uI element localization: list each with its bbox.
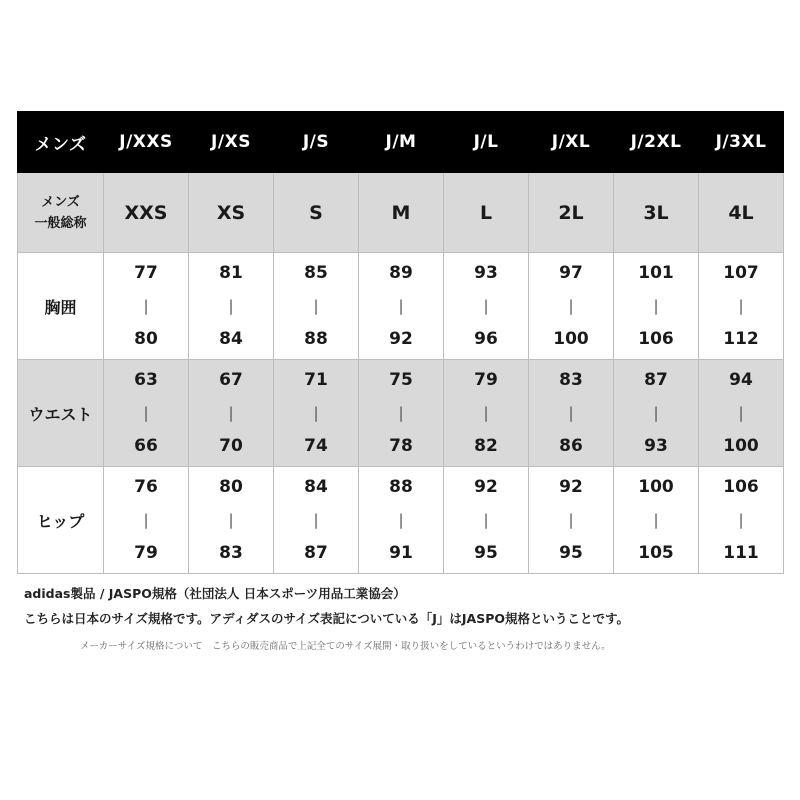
range-min: 101 — [638, 262, 674, 283]
measurement-cell — [699, 360, 784, 467]
range-min: 94 — [729, 369, 753, 390]
measurement-cell — [189, 253, 274, 360]
measurement-cell — [359, 253, 444, 360]
range-separator: | — [568, 403, 574, 422]
measurement-cell — [189, 360, 274, 467]
range-stack — [189, 471, 273, 570]
general-label-line1: メンズ — [41, 194, 80, 210]
range-max: 87 — [304, 542, 328, 563]
range-max: 84 — [219, 328, 243, 349]
measurement-cell — [104, 253, 189, 360]
range-max: 91 — [389, 542, 413, 563]
range-stack — [699, 364, 783, 463]
range-min: 97 — [559, 262, 583, 283]
range-stack — [444, 257, 528, 356]
header-row — [18, 112, 784, 173]
measurement-cell — [614, 253, 699, 360]
range-min: 84 — [304, 476, 328, 497]
range-separator: | — [483, 296, 489, 315]
header-label: メンズ — [18, 112, 104, 173]
range-max: 111 — [723, 542, 759, 563]
range-separator: | — [398, 510, 404, 529]
range-min: 80 — [219, 476, 243, 497]
range-separator: | — [313, 403, 319, 422]
measurement-cell — [529, 360, 614, 467]
range-max: 100 — [723, 435, 759, 456]
size-header: J/XL — [529, 112, 614, 173]
hip-row — [18, 467, 784, 574]
general-size-cell: S — [274, 173, 359, 253]
range-max: 78 — [389, 435, 413, 456]
row-label: ヒップ — [18, 467, 104, 574]
range-max: 88 — [304, 328, 328, 349]
note-explanation: こちらは日本のサイズ規格です。アディダスのサイズ表記についている「J」はJASPO規格ということです。 — [24, 611, 630, 626]
measurement-cell — [699, 467, 784, 574]
general-size-cell: 4L — [699, 173, 784, 253]
measurement-cell — [189, 467, 274, 574]
range-separator: | — [653, 296, 659, 315]
range-separator: | — [143, 403, 149, 422]
general-size-cell: XS — [189, 173, 274, 253]
range-min: 79 — [474, 369, 498, 390]
range-stack — [614, 257, 698, 356]
range-max: 79 — [134, 542, 158, 563]
range-stack — [104, 364, 188, 463]
range-max: 93 — [644, 435, 668, 456]
range-min: 81 — [219, 262, 243, 283]
measurement-cell — [104, 467, 189, 574]
range-separator: | — [653, 403, 659, 422]
range-separator: | — [398, 403, 404, 422]
range-stack — [189, 257, 273, 356]
range-stack — [699, 257, 783, 356]
size-header: J/L — [444, 112, 529, 173]
measurement-cell — [444, 360, 529, 467]
range-max: 82 — [474, 435, 498, 456]
range-max: 70 — [219, 435, 243, 456]
note-disclaimer: メーカーサイズ規格について こちらの販売商品で上記全てのサイズ展開・取り扱いをしているというわけではありません。 — [80, 641, 611, 652]
range-min: 77 — [134, 262, 158, 283]
range-max: 112 — [723, 328, 759, 349]
range-max: 96 — [474, 328, 498, 349]
range-max: 95 — [474, 542, 498, 563]
range-min: 106 — [723, 476, 759, 497]
row-label: 胸囲 — [18, 253, 104, 360]
range-stack — [614, 364, 698, 463]
range-min: 85 — [304, 262, 328, 283]
range-stack — [359, 364, 443, 463]
range-min: 92 — [559, 476, 583, 497]
range-separator: | — [738, 296, 744, 315]
size-header: J/2XL — [614, 112, 699, 173]
range-stack — [189, 364, 273, 463]
general-size-row — [18, 173, 784, 253]
measurement-cell — [699, 253, 784, 360]
size-header: J/M — [359, 112, 444, 173]
range-max: 105 — [638, 542, 674, 563]
measurement-cell — [529, 253, 614, 360]
general-size-label — [18, 173, 104, 253]
measurement-cell — [359, 360, 444, 467]
range-separator: | — [738, 403, 744, 422]
range-min: 88 — [389, 476, 413, 497]
measurement-cell — [444, 467, 529, 574]
size-header: J/XXS — [104, 112, 189, 173]
range-separator: | — [313, 510, 319, 529]
range-min: 87 — [644, 369, 668, 390]
range-max: 92 — [389, 328, 413, 349]
range-separator: | — [568, 296, 574, 315]
measurement-cell — [274, 253, 359, 360]
range-separator: | — [653, 510, 659, 529]
range-stack — [359, 257, 443, 356]
row-label: ウエスト — [18, 360, 104, 467]
measurement-cell — [614, 360, 699, 467]
range-max: 95 — [559, 542, 583, 563]
range-min: 93 — [474, 262, 498, 283]
waist-row — [18, 360, 784, 467]
range-min: 67 — [219, 369, 243, 390]
range-max: 80 — [134, 328, 158, 349]
general-size-cell: M — [359, 173, 444, 253]
range-min: 100 — [638, 476, 674, 497]
chest-row — [18, 253, 784, 360]
measurement-cell — [359, 467, 444, 574]
size-header: J/3XL — [699, 112, 784, 173]
range-max: 86 — [559, 435, 583, 456]
range-separator: | — [483, 510, 489, 529]
range-separator: | — [483, 403, 489, 422]
range-separator: | — [228, 296, 234, 315]
range-separator: | — [143, 510, 149, 529]
range-min: 92 — [474, 476, 498, 497]
measurement-cell — [274, 360, 359, 467]
size-chart-table — [17, 111, 784, 574]
range-stack — [614, 471, 698, 570]
measurement-cell — [444, 253, 529, 360]
measurement-cell — [104, 360, 189, 467]
range-min: 71 — [304, 369, 328, 390]
range-max: 66 — [134, 435, 158, 456]
general-size-cell: XXS — [104, 173, 189, 253]
range-stack — [529, 471, 613, 570]
range-stack — [274, 471, 358, 570]
range-separator: | — [228, 510, 234, 529]
range-stack — [274, 364, 358, 463]
general-size-cell: 2L — [529, 173, 614, 253]
range-max: 100 — [553, 328, 589, 349]
size-header: J/S — [274, 112, 359, 173]
range-separator: | — [228, 403, 234, 422]
range-separator: | — [738, 510, 744, 529]
range-max: 106 — [638, 328, 674, 349]
measurement-cell — [274, 467, 359, 574]
range-min: 83 — [559, 369, 583, 390]
general-label-line2: 一般総称 — [34, 215, 87, 231]
range-min: 63 — [134, 369, 158, 390]
range-min: 107 — [723, 262, 759, 283]
range-separator: | — [398, 296, 404, 315]
range-stack — [274, 257, 358, 356]
size-header: J/XS — [189, 112, 274, 173]
range-stack — [529, 364, 613, 463]
range-stack — [444, 364, 528, 463]
general-size-cell: L — [444, 173, 529, 253]
range-separator: | — [568, 510, 574, 529]
range-stack — [104, 471, 188, 570]
range-stack — [699, 471, 783, 570]
note-standard: adidas製品 / JASPO規格（社団法人 日本スポーツ用品工業協会） — [24, 586, 406, 601]
range-max: 83 — [219, 542, 243, 563]
measurement-cell — [614, 467, 699, 574]
range-min: 75 — [389, 369, 413, 390]
range-stack — [529, 257, 613, 356]
general-size-cell: 3L — [614, 173, 699, 253]
range-max: 74 — [304, 435, 328, 456]
range-separator: | — [143, 296, 149, 315]
range-stack — [359, 471, 443, 570]
range-stack — [104, 257, 188, 356]
measurement-cell — [529, 467, 614, 574]
range-min: 76 — [134, 476, 158, 497]
range-stack — [444, 471, 528, 570]
range-separator: | — [313, 296, 319, 315]
range-min: 89 — [389, 262, 413, 283]
